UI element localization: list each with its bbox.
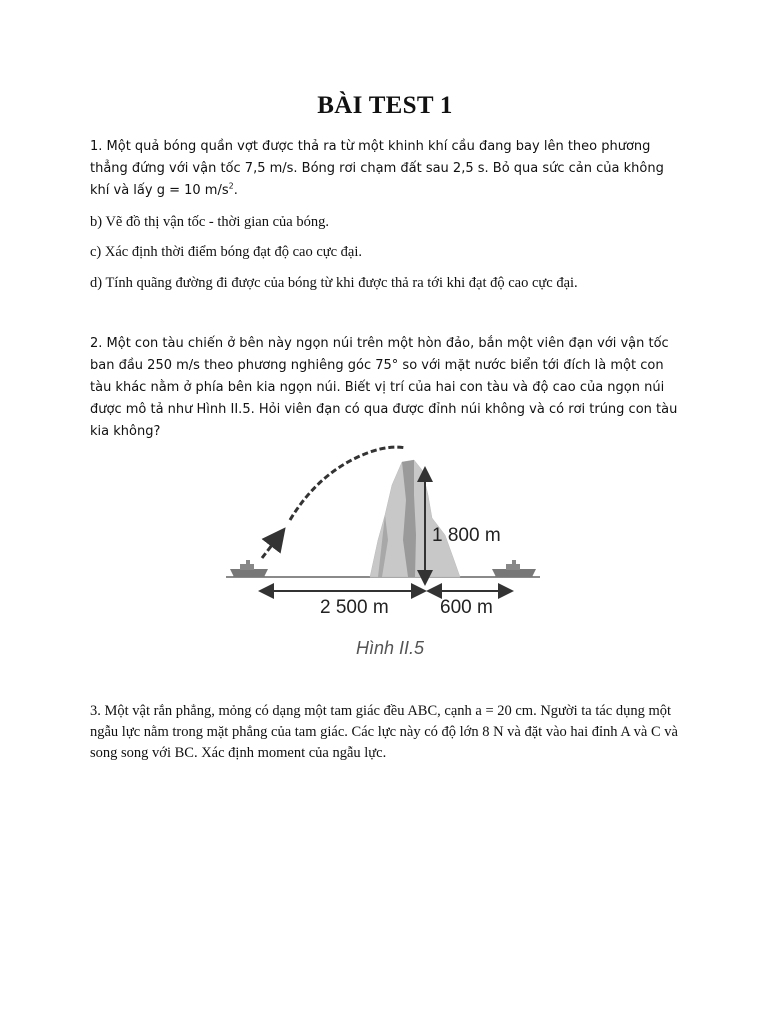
figure-caption: Hình II.5 xyxy=(356,638,425,658)
launch-arrow xyxy=(262,532,282,558)
question-3-text: 3. Một vật rắn phẳng, mỏng có dạng một tam giác đều ABC, cạnh a = 20 cm. Người ta tác dụng một ngẫu lực nằm trong mặt phẳng của tam giác. Các lực này có độ lớn 8 N và đặt vào hai đỉnh A và C và song song với BC. Xác định moment của ngẫu lực. xyxy=(90,703,678,761)
question-2-text: 2. Một con tàu chiến ở bên này ngọn núi trên một hòn đảo, bắn một viên đạn với vận tốc ban đầu 250 m/s theo phương nghiêng góc 75° so với mặt nước biển tới đích là một con tàu khác nằm ở phía bên kia ngọn núi. Biết vị trí của hai con tàu và độ cao của ngọn núi được mô tả như Hình II.5. Hỏi viên đạn có qua được đỉnh núi không và có rơi trúng con tàu kia không? xyxy=(90,336,678,439)
right-ship-icon xyxy=(492,560,536,577)
question-1-main: 1. Một quả bóng quần vợt được thả ra từ một khinh khí cầu đang bay lên theo phương thẳng đứng với vận tốc 7,5 m/s. Bóng rơi chạm đất sau 2,5 s. Bỏ qua sức cản của không khí và lấy g = 10 m/s xyxy=(90,139,664,198)
page-title: BÀI TEST 1 xyxy=(317,92,453,119)
right-distance-label: 600 m xyxy=(440,597,493,618)
question-1b: b) Vẽ đồ thị vận tốc - thời gian của bóng. xyxy=(90,214,329,230)
figure-ii5 xyxy=(210,440,550,670)
question-1-text xyxy=(90,136,680,202)
height-label: 1 800 m xyxy=(432,525,501,546)
question-1-end: . xyxy=(233,183,238,198)
question-1d: d) Tính quãng đường đi được của bóng từ khi được thả ra tới khi đạt độ cao cực đại. xyxy=(90,275,578,291)
left-ship-icon xyxy=(230,560,268,577)
question-1-superscript: 2 xyxy=(228,181,234,191)
question-1c: c) Xác định thời điểm bóng đạt độ cao cực đại. xyxy=(90,244,363,260)
left-distance-label: 2 500 m xyxy=(320,597,389,618)
